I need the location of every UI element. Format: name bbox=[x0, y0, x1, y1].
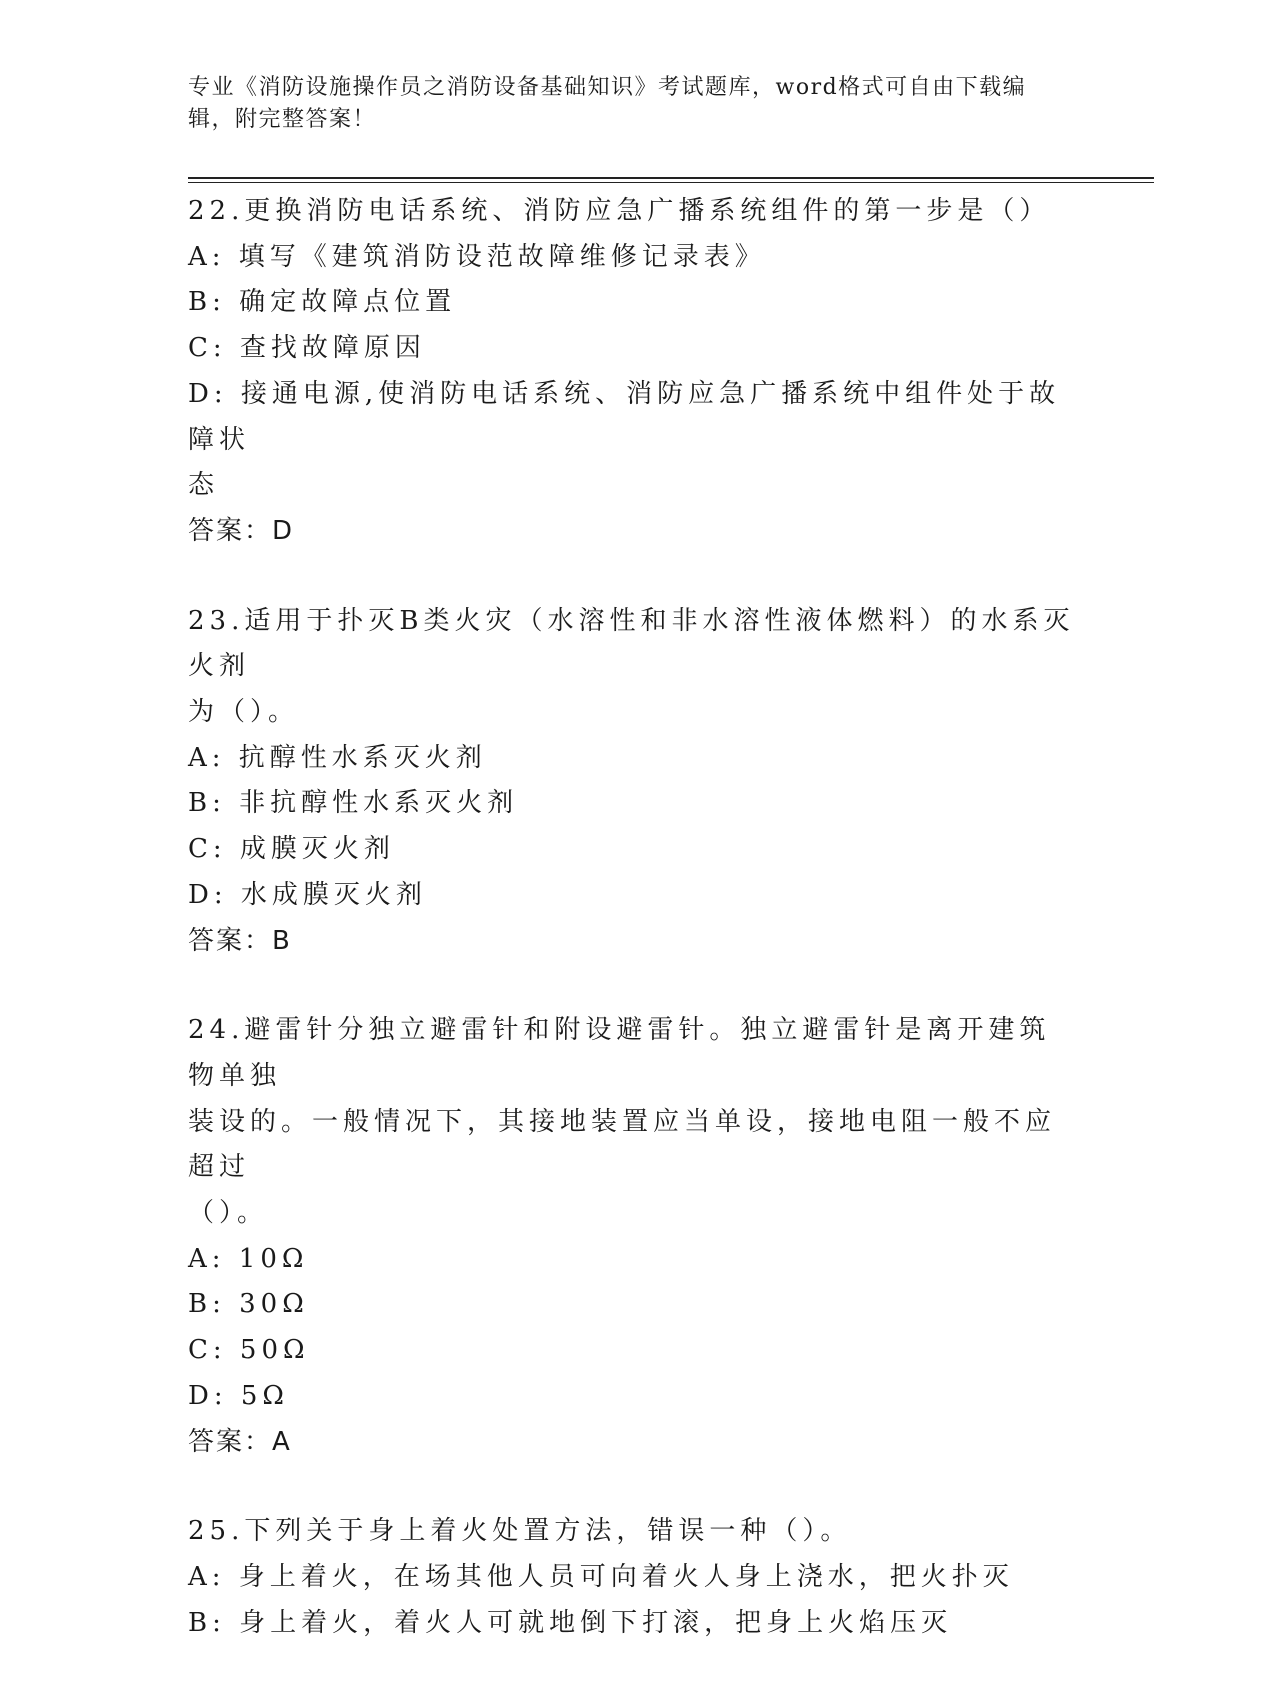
option-line: C: 成膜灭火剂 bbox=[188, 834, 395, 865]
question-stem-line: 25.下列关于身上着火处置方法，错误一种（）。 bbox=[188, 1516, 852, 1547]
option-line: C: 查找故障原因 bbox=[188, 333, 426, 364]
option-line: 态 bbox=[188, 470, 220, 501]
option-line: A: 身上着火，在场其他人员可向着火人身上浇水，把火扑灭 bbox=[188, 1561, 1014, 1592]
option-line: D: 5Ω bbox=[188, 1380, 289, 1411]
question-list bbox=[188, 189, 1088, 1690]
answer-line: 答案：A bbox=[188, 1426, 292, 1457]
option-line: D: 水成膜灭火剂 bbox=[188, 879, 427, 910]
question-stem-line: （）。 bbox=[188, 1198, 269, 1229]
question-stem-line: 为（）。 bbox=[188, 697, 300, 728]
question-stem-line: 22.更换消防电话系统、消防应急广播系统组件的第一步是（） bbox=[188, 196, 1051, 226]
question-stem-line: 23.适用于扑灭B类火灾（水溶性和非水溶性液体燃料）的水系灭火剂 bbox=[188, 605, 1075, 682]
question-block bbox=[188, 599, 1088, 965]
header-divider-thick bbox=[188, 177, 1154, 179]
option-line: B: 非抗醇性水系灭火剂 bbox=[188, 788, 519, 819]
option-line: B: 30Ω bbox=[188, 1289, 309, 1320]
question-block bbox=[188, 1509, 1088, 1646]
option-line: A: 填写《建筑消防设范故障维修记录表》 bbox=[188, 241, 766, 272]
header-line-2: 辑，附完整答案！ bbox=[188, 107, 377, 132]
answer-line: 答案：D bbox=[188, 515, 295, 546]
option-line: C: 50Ω bbox=[188, 1335, 310, 1366]
question-block bbox=[188, 189, 1088, 555]
answer-line: 答案：B bbox=[188, 925, 292, 956]
option-line: B: 确定故障点位置 bbox=[188, 287, 457, 318]
option-line: A: 抗醇性水系灭火剂 bbox=[188, 742, 487, 773]
question-stem-line: 24.避雷针分独立避雷针和附设避雷针。独立避雷针是离开建筑物单独 bbox=[188, 1015, 1051, 1091]
option-line: A: 10Ω bbox=[188, 1243, 309, 1274]
question-stem-line: 装设的。一般情况下，其接地装置应当单设，接地电阻一般不应超过 bbox=[188, 1106, 1057, 1183]
question-block bbox=[188, 1008, 1088, 1465]
document-header bbox=[188, 72, 1068, 136]
header-divider-thin bbox=[188, 182, 1154, 183]
header-line-1: 专业《消防设施操作员之消防设备基础知识》考试题库，word格式可自由下载编 bbox=[188, 75, 1027, 100]
option-line: D: 接通电源,使消防电话系统、消防应急广播系统中组件处于故障状 bbox=[188, 378, 1061, 455]
option-line: B: 身上着火，着火人可就地倒下打滚，把身上火焰压灭 bbox=[188, 1607, 953, 1638]
